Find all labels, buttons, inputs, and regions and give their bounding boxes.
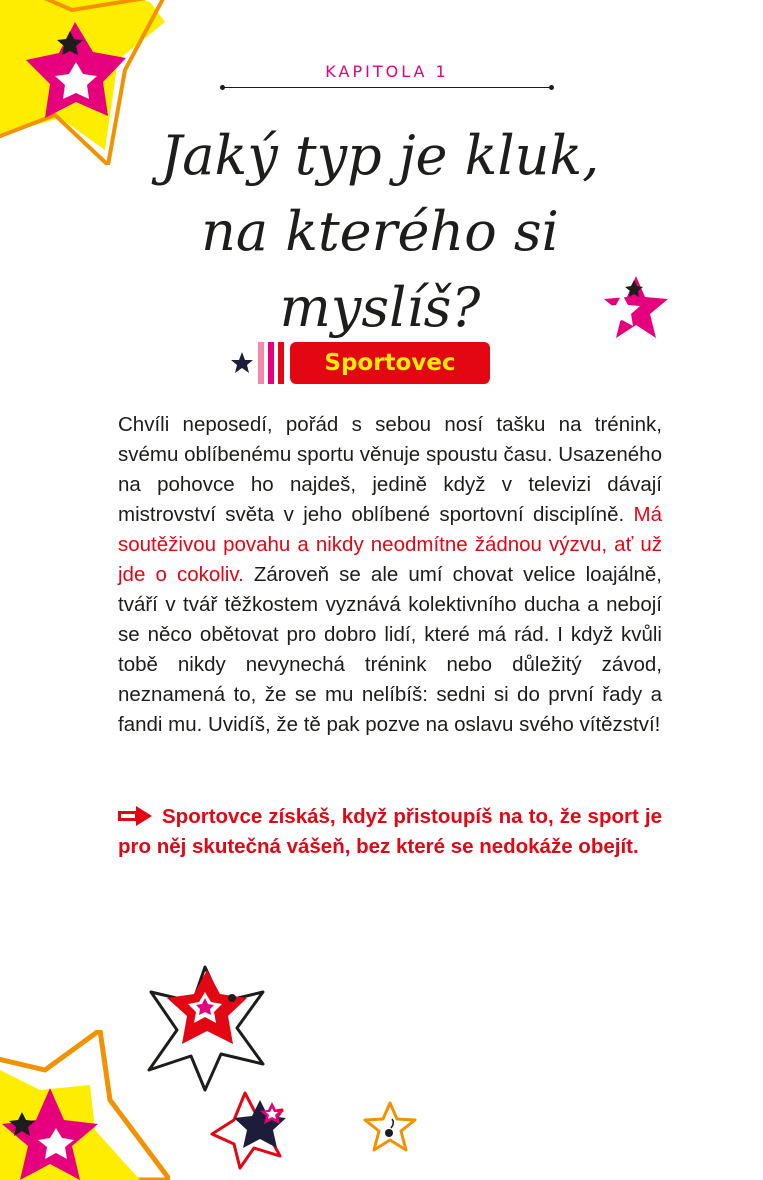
star-icon xyxy=(362,1100,418,1156)
section-bar-red xyxy=(278,342,284,384)
page-title xyxy=(100,118,660,346)
chapter-rule xyxy=(222,87,552,88)
body-part-1: Chvíli neposedí, pořád s sebou nosí tašku na trénink, svému oblíbenému sportu věnuje spoustu času. Usazeného na pohovce ho najdeš, jedině když v televizi dávají mistrovství světa v jeho oblíbené sportovní disciplíně. xyxy=(118,413,662,526)
title-line-1: Jaký typ je kluk, xyxy=(160,124,600,187)
star-icon xyxy=(230,351,254,375)
section-heading xyxy=(230,342,492,384)
arrow-right-icon xyxy=(118,806,152,826)
tip-text: Sportovce získáš, když přistoupíš na to, že sport je pro něj skutečná vášeň, bez které se nedokáže obejít. xyxy=(118,805,662,858)
chapter-label: KAPITOLA 1 xyxy=(325,62,449,81)
tip-paragraph xyxy=(118,802,662,862)
star-icon xyxy=(600,272,672,344)
section-label: Sportovec xyxy=(290,342,490,384)
chapter-header xyxy=(222,62,552,81)
corner-stars-bottom-left xyxy=(0,1030,170,1180)
section-bar-magenta xyxy=(268,342,274,384)
bottom-stars-small xyxy=(210,1090,300,1170)
body-part-2: Zároveň se ale umí chovat velice loajálně, tváří v tvář těžkostem vyznává kolektivního ducha a nebojí se něco obětovat pro dobro lidí, které má rád. I když kvůli tobě nikdy nevynechá trénink nebo důležitý závod, neznamená to, že se mu nelíbíš: sedni si do první řady a fandi mu. Uvidíš, že tě pak pozve na oslavu svého vítězství! xyxy=(118,563,662,736)
title-line-2: na kterého si myslíš? xyxy=(201,200,559,339)
body-highlight: Má soutěživou povahu a nikdy neodmítne žádnou výzvu, ať už jde o cokoliv. xyxy=(118,503,662,586)
body-paragraph xyxy=(118,410,662,740)
section-bar-pink xyxy=(258,342,264,384)
